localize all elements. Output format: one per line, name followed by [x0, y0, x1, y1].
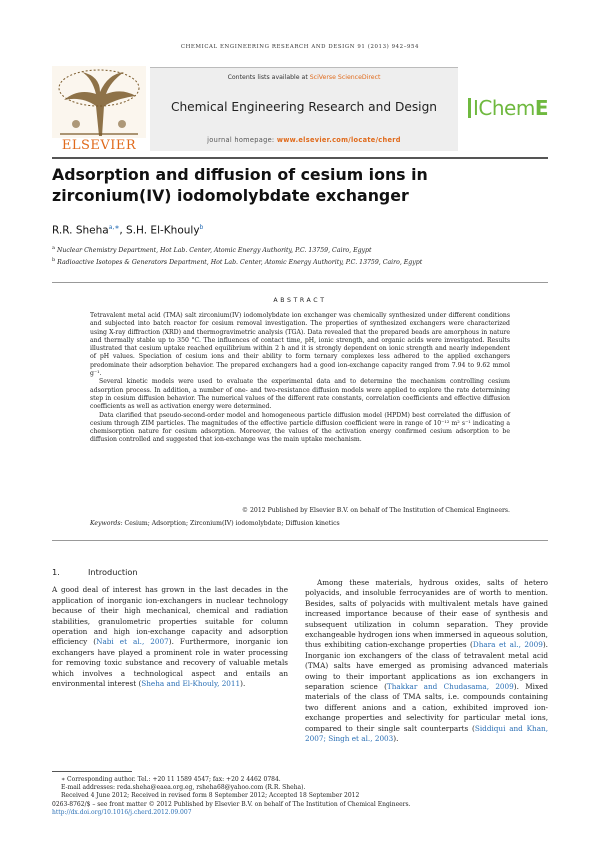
- intro-left-column: [52, 567, 288, 689]
- abstract-body: [90, 312, 510, 445]
- author-separator: ,: [119, 224, 127, 237]
- section-title: Introduction: [88, 567, 138, 577]
- doi-link[interactable]: http://dx.doi.org/10.1016/j.cherd.2012.09.007: [52, 808, 192, 816]
- intro-right-column: [305, 578, 548, 745]
- affiliation-a-text: Nuclear Chemistry Department, Hot Lab. Center, Atomic Energy Authority, P.C. 13759, Cairo, Egypt: [56, 247, 372, 255]
- email-note[interactable]: E-mail addresses: reda.sheha@eaea.org.eg, rsheha68@yahoo.com (R.R. Sheha).: [61, 784, 306, 792]
- author-2-marks: b: [199, 224, 204, 231]
- citation-link[interactable]: Nabi et al., 2007: [96, 637, 169, 647]
- footnotes: [52, 776, 548, 817]
- abstract-paragraph-2: Several kinetic models were used to evaluate the experimental data and to determine the mechanism controlling cesium adsorption process. In addition, a number of one- and two-resistance diffusion models were applied to explore the rate determining step in cesium diffusion behavior. The numerical values of the different rate constants, correlation coefficients and effective diffusion coefficients as well as activation energy were determined.: [90, 378, 510, 411]
- abstract-top-divider: [52, 282, 548, 283]
- section-number: 1.: [52, 567, 60, 577]
- homepage-prefix: journal homepage:: [207, 136, 277, 144]
- citation-link[interactable]: Thakkar and Chudasama, 2009: [386, 682, 514, 692]
- homepage-line: [150, 136, 458, 144]
- affiliation-b-text: Radioactive Isotopes & Generators Department, Hot Lab. Center, Atomic Energy Authority, P.C. 13759, Cairo, Egypt: [57, 259, 423, 267]
- citation-link[interactable]: Siddiqui and Khan, 2007; Singh et al., 2003: [305, 723, 548, 744]
- front-matter-note: 0263-8762/$ – see front matter © 2012 Published by Elsevier B.V. on behalf of The Institution of Chemical Engineers.: [52, 800, 411, 808]
- icheme-bar-icon: [468, 98, 471, 118]
- author-1[interactable]: R.R. Sheha: [52, 224, 109, 237]
- keywords-label: Keywords:: [90, 520, 123, 527]
- affiliation-b: [52, 257, 422, 266]
- affiliation-b-mark: b: [52, 257, 56, 263]
- abstract-heading: ABSTRACT: [273, 297, 327, 304]
- icheme-logo: [468, 96, 548, 120]
- section-heading-introduction: [52, 567, 288, 577]
- journal-title: Chemical Engineering Research and Design: [170, 100, 438, 114]
- citation-link[interactable]: Sheha and El-Khouly, 2011: [141, 679, 241, 689]
- keywords: [90, 520, 510, 527]
- affiliation-a: [52, 245, 372, 254]
- header-divider: [52, 157, 548, 159]
- homepage-link[interactable]: www.elsevier.com/locate/cherd: [276, 136, 401, 144]
- sciencedirect-link[interactable]: SciVerse ScienceDirect: [309, 74, 381, 81]
- footnote-divider: [52, 771, 132, 772]
- running-head: CHEMICAL ENGINEERING RESEARCH AND DESIGN 91 (2013) 942–954: [180, 44, 420, 50]
- intro-paragraph-1: A good deal of interest has grown in the last decades in the application of inorganic ion-exchangers in nuclear technology because of their high mechanical, chemical and radiation stabilities, granulometric properties suitable for column operation and high ion-exchange capacity and adsorption efficiency (Nabi et al., 2007). Furthermore, inorganic ion exchangers have played a prominent role in water processing for removing toxic substance and recovery of valuable metals which involves a technological aspect and entails an environmental interest (Sheha and El-Khouly, 2011).: [52, 585, 288, 689]
- corresponding-author-note: ∗ Corresponding author. Tel.: +20 11 1589 4547; fax: +20 2 4462 0784.: [61, 776, 281, 783]
- abstract-bottom-divider: [52, 540, 548, 541]
- icheme-logo-e: E: [534, 96, 548, 120]
- contents-prefix: Contents lists available at: [227, 74, 310, 81]
- contents-line: [150, 74, 458, 81]
- author-2[interactable]: S.H. El-Khouly: [126, 224, 200, 237]
- icheme-logo-text: IChem: [473, 96, 535, 120]
- intro-paragraph-2: Among these materials, hydrous oxides, salts of hetero polyacids, and insoluble ferrocyanides are of worth to mention. Besides, salts of polyacids with multivalent metals have gained increased importance because of their ease of synthesis and subsequent utilization in column separation. They provide exchangeable hydrogen ions when immersed in aqueous solution, thus exhibiting cation-exchange properties (Dhara et al., 2009). Inorganic ion exchangers of the class of tetravalent metal acid (TMA) salts have emerged as promising advanced materials owing to their important applications as ion exchangers in separation science (Thakkar and Chudasama, 2009). Mixed materials of the class of TMA salts, i.e. compounds containing two different anions and a cation, exhibited improved ion-exchange properties and selectivity for particular metal ions, compared to their single salt counterparts (Siddiqui and Khan, 2007; Singh et al., 2003).: [305, 578, 548, 744]
- author-1-marks: a,∗: [108, 224, 120, 231]
- tree-icon: [52, 66, 146, 138]
- keywords-list: Cesium; Adsorption; Zirconium(IV) iodomolybdate; Diffusion kinetics: [124, 520, 340, 527]
- publisher-name: ELSEVIER: [61, 138, 137, 153]
- article-title: Adsorption and diffusion of cesium ions in zirconium(IV) iodomolybdate exchanger: [52, 165, 428, 205]
- abstract-paragraph-3: Data clarified that pseudo-second-order model and homogeneous particle diffusion model (HPDM) best correlated the diffusion of cesium through ZIM particles. The magnitudes of the effective particle diffusion coefficient were in range of 10⁻¹² m² s⁻¹ indicating a chemisorption nature for cesium adsorption. Moreover, the values of the activation energy confirmed cesium adsorption to be diffusion controlled and suggested that ion-exchange was the main uptake mechanism.: [90, 411, 510, 444]
- abstract-paragraph-1: Tetravalent metal acid (TMA) salt zirconium(IV) iodomolybdate ion exchanger was chemically synthesized under different conditions and subjected into batch reactor for cesium removal investigation. The properties of synthesized exchangers were characterized using X-ray diffraction (XRD) and thermogravimetric analysis (TGA). Data revealed that the prepared beads are amorphous in nature and thermally stable up to 350 °C. The influences of contact time, pH, ionic strength, and organic acids were investigated. Results illustrated that cesium uptake reached equilibrium within 2 h and it is strongly dependent on ionic strength and nearly independent of pH values. Speciation of cesium ions and their ability to form ternary complexes less adhered to the applied exchangers predominate their adsorption behavior. The prepared exchangers had a good ion-exchange capacity ranged from 7.94 to 9.62 mmol g⁻¹.: [90, 312, 510, 378]
- abstract-copyright: © 2012 Published by Elsevier B.V. on behalf of The Institution of Chemical Engineers.: [241, 507, 510, 514]
- citation-link[interactable]: Dhara et al., 2009: [472, 640, 543, 650]
- author-line: [52, 224, 203, 237]
- affiliation-a-mark: a: [52, 245, 55, 251]
- received-dates: Received 4 June 2012; Received in revised form 8 September 2012; Accepted 18 September 2012: [61, 792, 360, 800]
